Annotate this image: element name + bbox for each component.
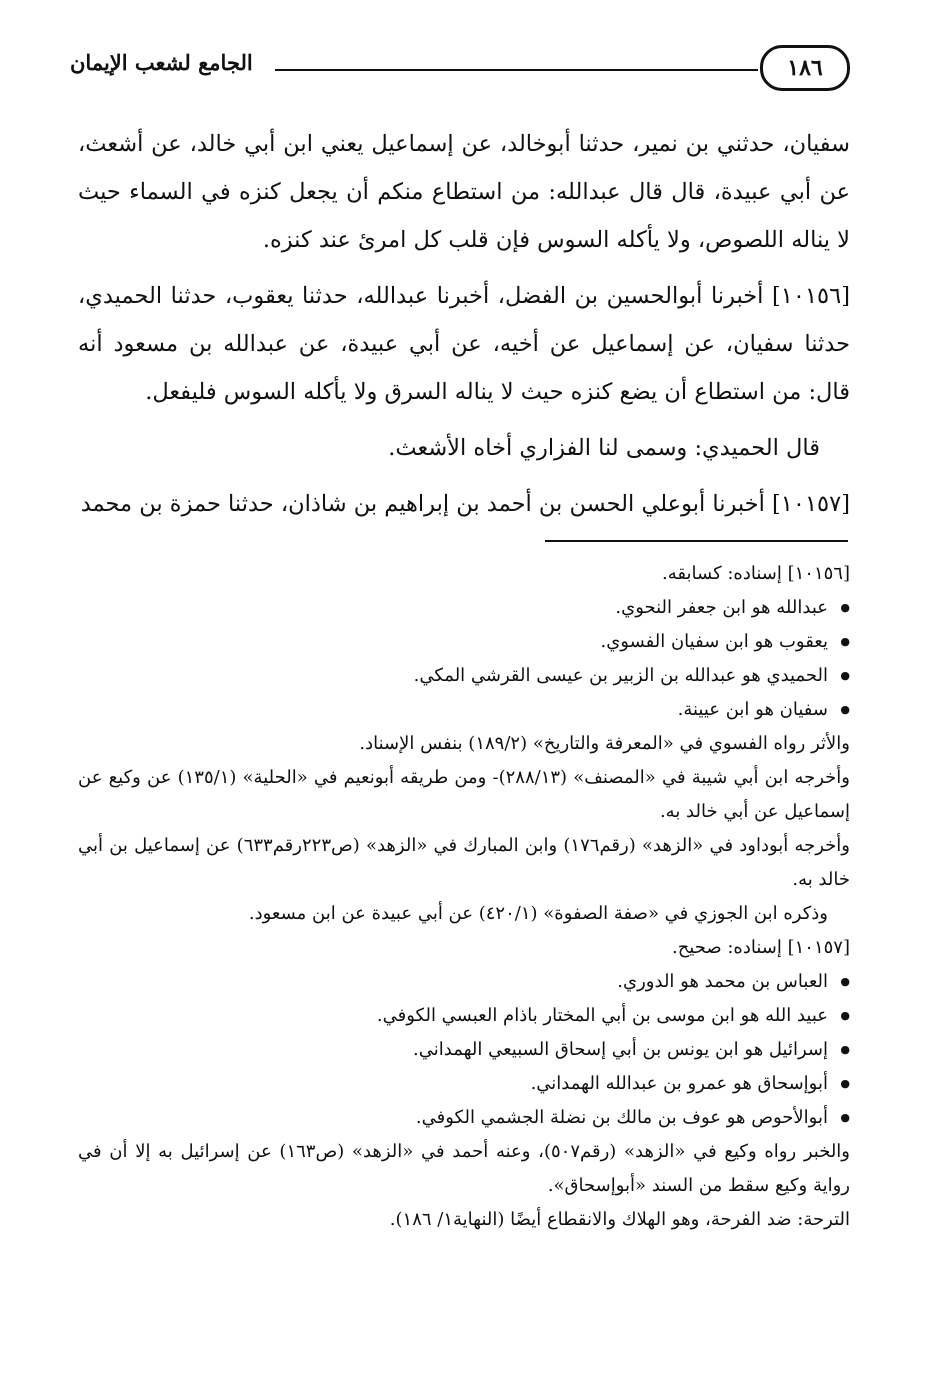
main-text xyxy=(78,120,850,536)
footnote-line: وأخرجه ابن أبي شيبة في «المصنف» (٢٨٨/١٣)- ومن طريقه أبونعيم في «الحلية» (١٣٥/١) عن وكيع عن إسماعيل عن أبي خالد به. xyxy=(78,767,850,822)
page-header xyxy=(70,40,850,100)
footnote-line: الترحة: ضد الفرحة، وهو الهلاك والانقطاع أيضًا (النهاية١/ ١٨٦). xyxy=(389,1209,850,1230)
footnote-heading: [١٠١٥٧] إسناده: صحيح. xyxy=(671,937,850,958)
footnote-bullet: ● أبوالأحوص هو عوف بن مالك بن نضلة الجشمي الكوفي. xyxy=(78,1101,850,1135)
paragraph: سفيان، حدثني بن نمير، حدثنا أبوخالد، عن إسماعيل يعني ابن أبي خالد، عن أشعث، عن أبي عبيدة، قال قال عبدالله: من استطاع منكم أن يجعل كنزه في السماء حيث لا يناله اللصوص، ولا يأكله السوس فإن قلب كل امرئ عند كنزه. xyxy=(78,131,850,253)
footnote-heading: [١٠١٥٦] إسناده: كسابقه. xyxy=(662,563,850,584)
paragraph: [١٠١٥٧] أخبرنا أبوعلي الحسن بن أحمد بن إبراهيم بن شاذان، حدثنا حمزة بن محمد xyxy=(80,491,850,517)
paragraph: قال الحميدي: وسمى لنا الفزاري أخاه الأشعث. xyxy=(388,435,820,461)
footnotes xyxy=(78,557,850,1237)
paragraph: [١٠١٥٦] أخبرنا أبوالحسين بن الفضل، أخبرنا عبدالله، حدثنا يعقوب، حدثنا الحميدي، حدثنا سفيان، عن إسماعيل عن أخيه، عن أبي عبيدة، عن عبدالله بن مسعود أنه قال: من استطاع أن يضع كنزه حيث لا يناله السرق ولا يأكله السوس فليفعل. xyxy=(78,283,850,405)
header-rule xyxy=(275,69,758,71)
book-title: الجامع لشعب الإيمان xyxy=(70,50,253,75)
footnote-separator xyxy=(545,540,848,542)
page-number: ١٨٦ xyxy=(760,45,850,91)
footnote-bullet: ● سفيان هو ابن عيينة. xyxy=(78,693,850,727)
footnote-line: وذكره ابن الجوزي في «صفة الصفوة» (٤٢٠/١) عن أبي عبيدة عن ابن مسعود. xyxy=(248,903,828,924)
footnote-bullet: ● إسرائيل هو ابن يونس بن أبي إسحاق السبيعي الهمداني. xyxy=(78,1033,850,1067)
footnote-bullet: ● الحميدي هو عبدالله بن الزبير بن عيسى القرشي المكي. xyxy=(78,659,850,693)
footnote-line: وأخرجه أبوداود في «الزهد» (رقم١٧٦) وابن المبارك في «الزهد» (ص٢٢٣رقم٦٣٣) عن إسماعيل بن أبي خالد به. xyxy=(78,835,850,890)
footnote-line: والخبر رواه وكيع في «الزهد» (رقم٥٠٧)، وعنه أحمد في «الزهد» (ص١٦٣) عن إسرائيل به إلا أن في رواية وكيع سقط من السند «أبوإسحاق». xyxy=(78,1141,850,1196)
footnote-bullet: ● عبيد الله هو ابن موسى بن أبي المختار باذام العبسي الكوفي. xyxy=(78,999,850,1033)
footnote-line: والأثر رواه الفسوي في «المعرفة والتاريخ» (١٨٩/٢) بنفس الإسناد. xyxy=(359,733,850,754)
footnote-bullet: ● عبدالله هو ابن جعفر النحوي. xyxy=(78,591,850,625)
footnote-bullet: ● أبوإسحاق هو عمرو بن عبدالله الهمداني. xyxy=(78,1067,850,1101)
footnote-bullet: ● العباس بن محمد هو الدوري. xyxy=(78,965,850,999)
footnote-bullet: ● يعقوب هو ابن سفيان الفسوي. xyxy=(78,625,850,659)
